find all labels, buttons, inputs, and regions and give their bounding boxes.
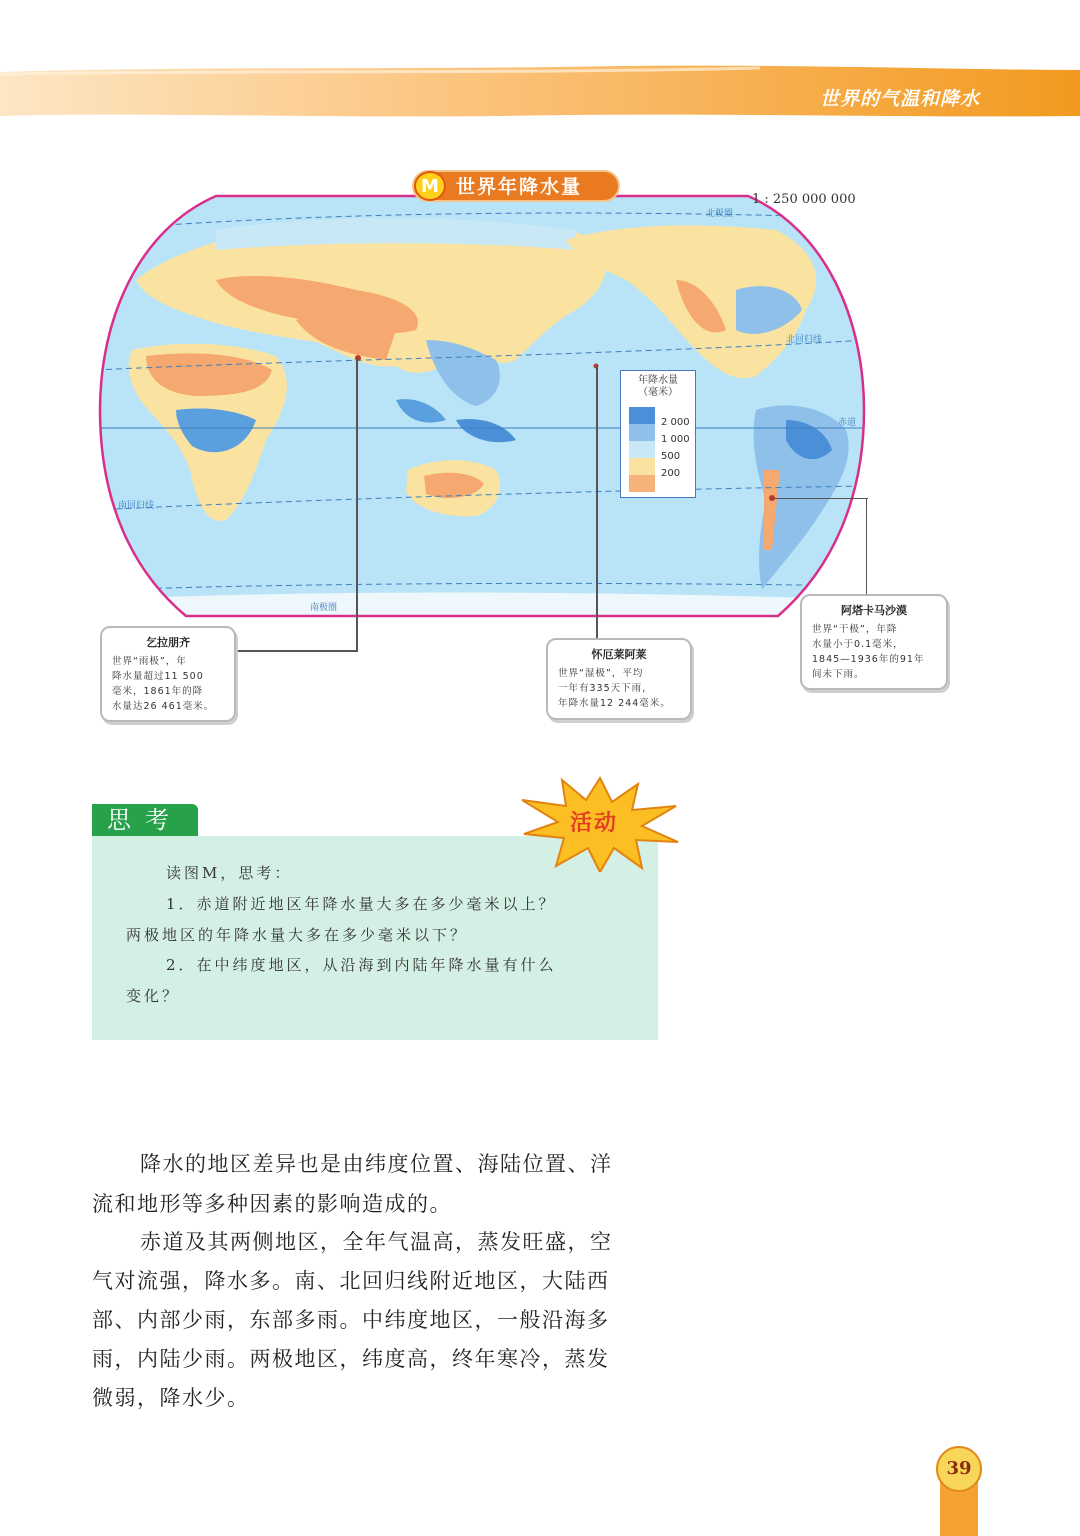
- leader-line-atacama: [772, 498, 868, 499]
- body-line: 流和地形等多种因素的影响造成的。: [92, 1192, 452, 1216]
- leader-line-waialeale: [596, 366, 598, 638]
- legend-label: 500: [661, 451, 681, 462]
- legend-swatch-1000: [629, 424, 655, 441]
- callout-body: 世界“雨极”，年 降水量超过11 500 毫米，1861年的降 水量达26 461毫米。: [112, 656, 215, 712]
- tropic-capricorn-label: 南回归线: [118, 501, 155, 511]
- arctic-circle-label: 北极圈: [706, 209, 734, 219]
- callout-body: 世界“湿极”，平均 一年有335天下雨， 年降水量12 244毫米。: [558, 668, 671, 709]
- body-line: 气对流强，降水多。南、北回归线附近地区，大陆西: [92, 1269, 610, 1293]
- body-line: 赤道及其两侧地区，全年气温高，蒸发旺盛，空: [140, 1230, 613, 1254]
- body-line: 降水的地区差异也是由纬度位置、海陆位置、洋: [140, 1152, 613, 1176]
- equator-label: 赤道: [838, 418, 857, 428]
- think-line: 2．在中纬度地区，从沿海到内陆年降水量有什么: [166, 956, 557, 974]
- leader-line-cherrapunji: [236, 650, 358, 652]
- activity-label: 活动: [570, 811, 619, 836]
- think-line: 读图M，思考：: [166, 864, 293, 882]
- tropic-cancer-label: 北回归线: [786, 335, 823, 345]
- page-number: 39: [946, 1458, 972, 1479]
- legend-swatch-2000: [629, 407, 655, 424]
- legend-title: 年降水量 （毫米）: [638, 375, 678, 398]
- think-line: 两极地区的年降水量大多在多少毫米以下？: [126, 926, 469, 944]
- world-precipitation-map: [96, 170, 868, 622]
- callout-body: 世界“干极”，年降 水量小于0.1毫米， 1845—1936年的91年 间未下雨。: [812, 624, 925, 680]
- callout-title: 乞拉朋齐: [146, 636, 190, 649]
- map-legend: [620, 370, 696, 498]
- legend-label: 200: [661, 468, 681, 479]
- leader-line-cherrapunji: [356, 358, 358, 650]
- map-badge: M: [414, 171, 446, 201]
- think-tab: 思考: [92, 804, 198, 836]
- callout-title: 阿塔卡马沙漠: [841, 604, 907, 617]
- think-line: 1．赤道附近地区年降水量大多在多少毫米以上？: [166, 895, 557, 913]
- body-line: 微弱，降水少。: [92, 1386, 250, 1410]
- legend-swatch-lowest: [629, 475, 655, 492]
- callout-cherrapunji: [100, 626, 236, 722]
- legend-swatch-200: [629, 458, 655, 475]
- antarctic-circle-label: 南极圈: [310, 603, 338, 613]
- body-line: 部、内部少雨，东部多雨。中纬度地区，一般沿海多: [92, 1308, 610, 1332]
- callout-atacama: [800, 594, 948, 690]
- think-line: 变化？: [126, 987, 181, 1005]
- legend-label: 1 000: [661, 434, 690, 445]
- legend-label: 2 000: [661, 417, 690, 428]
- map-title: 世界年降水量: [456, 176, 583, 198]
- map-scale: 1 : 250 000 000: [752, 192, 856, 207]
- callout-title: 怀厄莱阿莱: [591, 648, 647, 661]
- legend-swatch-500: [629, 441, 655, 458]
- chapter-title: 世界的气温和降水: [819, 88, 980, 110]
- callout-waialeale: [546, 638, 692, 720]
- header-band: [0, 0, 1080, 140]
- body-line: 雨，内陆少雨。两极地区，纬度高，终年寒冷，蒸发: [92, 1347, 610, 1371]
